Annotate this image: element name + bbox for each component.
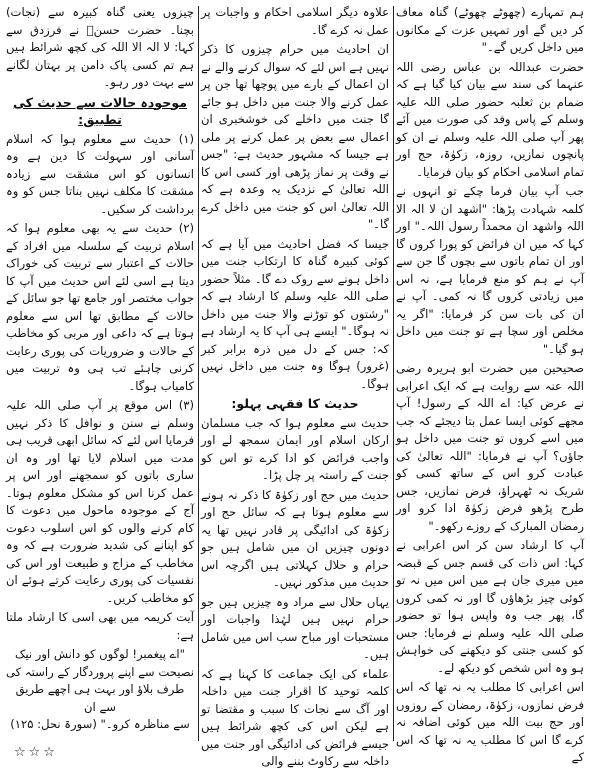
text-column-middle xyxy=(201,4,389,768)
quran-quote xyxy=(6,646,194,734)
paragraph: آپ کا ارشاد سن کر اس اعرابی نے کہا: اس ذات کی قسم جس کے قبضہ میں میری جان ہے میں اس میں نہ تو کوئی چیز بڑھاؤں گا اور نہ کمی کروں گا، پھر جب وہ واپس ہوا تو حضور صلی اللہ علیہ وسلم نے فرمایا: جس کو کسی جنتی کو دیکھنے کی خواہش ہو وہ اس شخص کو دیکھ لے۔ xyxy=(396,538,584,675)
quote-line: نصیحت سے اپنے پروردگار کے راستہ کی xyxy=(6,664,194,679)
paragraph: جیسا کہ فضل احادیث میں آیا ہے کہ کوئی کبیرہ گناہ کا ارتکاب جنت میں داخل ہونے سے روک دے گا۔ مثلاً حضور صلی اللہ علیہ وسلم کا ارشاد ہے کہ "رشتوں کو توڑنے والا جنت میں داخل نہ ہوگا۔" ایسے ہی آپ کا یہ ارشاد ہے کہ: جس کے دل میں ذرہ برابر کبر (غرور) ہوگا وہ جنت میں داخل نہیں ہوگا۔ xyxy=(201,236,389,391)
paragraph: حدیث سے معلوم ہوا کہ جب مسلمان ارکان اسلام اور ایمان سمجھ لے اور واجب فرائض کو ادا کرے تو اس کو جنت کے راستہ پر چل پڑا۔ xyxy=(201,415,389,482)
paragraph: صحیحین میں حضرت ابو ہریرہ رضی اللہ عنہ سے روایت ہے کہ ایک اعرابی نے عرض کیا: اے اللہ کے رسول! آپ مجھے کوئی ایسا عمل بتا دیجئے کہ جب میں اسے کروں تو جنت میں داخل ہو جاؤں؟ آپ نے فرمایا: "اللہ تعالیٰ کی عبادت کرو اس کے ساتھ کسی کو شریک نہ ٹھہراؤ، فرض نمازیں، جس طرح پڑھو فرض زکوٰۃ ادا کرو اور رمضان المبارک کے روزے رکھو۔" xyxy=(396,361,584,533)
section-heading: موجودہ حالات سے حدیث کی تطبیق: xyxy=(12,94,188,127)
quote-line: "اے پیغمبر! لوگوں کو دانش اور نیک xyxy=(15,647,185,661)
quote-line: طرف بلاؤ اور بہت ہی اچھے طریق سے ان xyxy=(15,682,185,714)
text-column-right xyxy=(396,4,584,764)
paragraph: حضرت عبداللہ بن عباس رضی اللہ عنہما کی سند سے بیان کیا گیا ہے کہ ضمام بن ثعلبہ حضور صلی اللہ علیہ وسلم کے پاس وفد کی صورت میں آئے پھر آپ صلی اللہ علیہ وسلم نے ان کو پانچوں نمازیں، روزہ، زکوٰۃ، حج اور تمام اسلامی احکام کو بیان فرمایا۔ xyxy=(396,59,584,179)
paragraph: ان احادیث میں حرام چیزوں کا ذکر نہیں ہے اس لئے کہ سوال کرنے والے نے ان اعمال کے بارے میں پوچھا تھا جن پر عمل کرنے والا جنت میں داخل ہو جائے گا جنت میں داخلے کی خوشخبری ان اعمال سے بعض پر عمل کرنے پر ملی ہے جیسا کہ مشہور حدیث ہے: "جس نے وقت پر نماز پڑھی اور کسی اس کا اللہ تعالیٰ کے نزدیک یہ وعدہ ہے کہ اللہ تعالیٰ اس کو جنت میں داخل کرے گا۔" xyxy=(201,42,389,231)
paragraph: حدیث میں حج اور زکوٰۃ کا ذکر نہ ہونے سے معلوم ہوتا ہے کہ سائل حج اور زکوٰۃ کی ادائیگی پر قادر نہیں تھا یہ دونوں چیزیں ان میں شامل ہیں جو حرام و حلال کہلاتی ہیں اگرچہ اس حدیث میں مذکور نہیں۔ xyxy=(201,487,389,589)
paragraph: علماء کی ایک جماعت کا کہنا ہے کہ کلمہ توحید کا اقرار جنت میں داخلہ اور آگ سے نجات کا سبب و مقتضا تو ہے لیکن اس کی کچھ شرائط ہیں جیسے فرائض کی ادائیگی اور جنت میں داخلہ سے رکاوٹ بننے والی xyxy=(201,666,389,768)
paragraph: ہم تمہارے (چھوٹے چھوٹے) گناہ معاف کر دیں گے اور تمہیں عزت کے مکانوں میں داخل کریں گے۔" xyxy=(396,5,584,54)
paragraph: جب آپ بیان فرما چکے تو انہوں نے کلمہ شہادت پڑھا: "اشھد ان لا الہ الا اللہ واشھد ان محمداً رسول اللہ۔" اور کہا کہ میں ان فرائض کو پورا کروں گا اور ان تمام باتوں سے بچوں گا جن سے آپ نے ہم کو منع فرمایا ہے، نہ اس میں زیادتی کروں گا نہ کمی۔ آپ نے ان کی بات سن کر فرمایا: "اگر یہ مخلص اور سچا ہے تو جنت میں داخل ہو گیا۔" xyxy=(396,184,584,356)
paragraph: علاوہ دیگر اسلامی احکام و واجبات پر عمل نہ کرے گا۔ xyxy=(201,5,389,37)
paragraph: (۳) اس موقع پر آپ صلی اللہ علیہ وسلم نے سنن و نوافل کا ذکر نہیں فرمایا اس لئے کہ سائل ابھی قریب ہی مدت میں اسلام لایا تھا اور وہ ان ساری باتوں کو سمجھنے اور اس پر عمل کرنا اس کو مشکل معلوم ہوتا۔ آج کے موجودہ ماحول میں دعوت کا کام کرنے والوں کو اس اسلوب دعوت کو اپنانے کی شدید ضرورت ہے کہ وہ مخاطب کے مزاج و طبیعت اور اس کی نفسیات کی پوری رعایت کرتے ہوئے ان کو مخاطب کریں۔ xyxy=(6,398,194,605)
paragraph: اس اعرابی کا مطلب یہ نہ تھا کہ اس فرض نمازوں، زکوٰۃ، رمضان کے روزوں اور حج بیت اللہ میں کوئی اضافہ نہ کرے گا اس کا مطلب یہ نہ تھا کہ اس کے xyxy=(396,680,584,764)
star-ornament: ☆☆☆ xyxy=(14,745,58,760)
column-divider xyxy=(393,6,394,741)
paragraph: یہاں حلال سے مراد وہ چیزیں ہیں جو حرام نہیں ہیں لہٰذا واجبات اور مستحبات اور مباح سب اس میں شامل ہیں۔ xyxy=(201,594,389,661)
quote-line: سے مناظرہ کرو۔" (سورۃ نحل: ۱۲۵) xyxy=(10,717,190,731)
paragraph: (۱) حدیث سے معلوم ہوا کہ اسلام آسانی اور سہولت کا دین ہے وہ انسانوں کو اس مشقت سے زیادہ مشقت کا مکلف نہیں بناتا جس کو وہ برداشت کر سکیں۔ xyxy=(6,131,194,216)
section-heading: حدیث کا فقہی پہلو: xyxy=(231,396,359,411)
paragraph: (۲) حدیث سے یہ بھی معلوم ہوا کہ اسلام تربیت کے سلسلہ میں افراد کے حالات کے اعتبار سے تربیت کی خوراک دیتا ہے اسی لئے اس حدیث میں آپ کا جواب مختصر اور جامع تھا جو سائل کے حالات کے مطابق تھا اس سے معلوم ہوتا ہے کہ داعی اور مربی کو مخاطب کے حالات و ضروریات کی پوری رعایت کرنی چاہئے تب ہی وہ تربیت میں کامیاب ہوگا۔ xyxy=(6,221,194,393)
paragraph: آیت کریمہ میں بھی اسی کا ارشاد ملتا ہے: xyxy=(6,610,194,642)
column-divider xyxy=(198,6,199,741)
paragraph: چیزوں یعنی گناہ کبیرہ سے (نجات) بچنا۔ حضرت حسنؓ نے فرزدق سے کہا: لا الہ الا اللہ کی کچھ شرائط ہیں ہم تم کسی پاک دامن پر بہتان لگانے سے بہت دور رہو۔ xyxy=(6,5,194,89)
text-column-left xyxy=(6,4,194,744)
